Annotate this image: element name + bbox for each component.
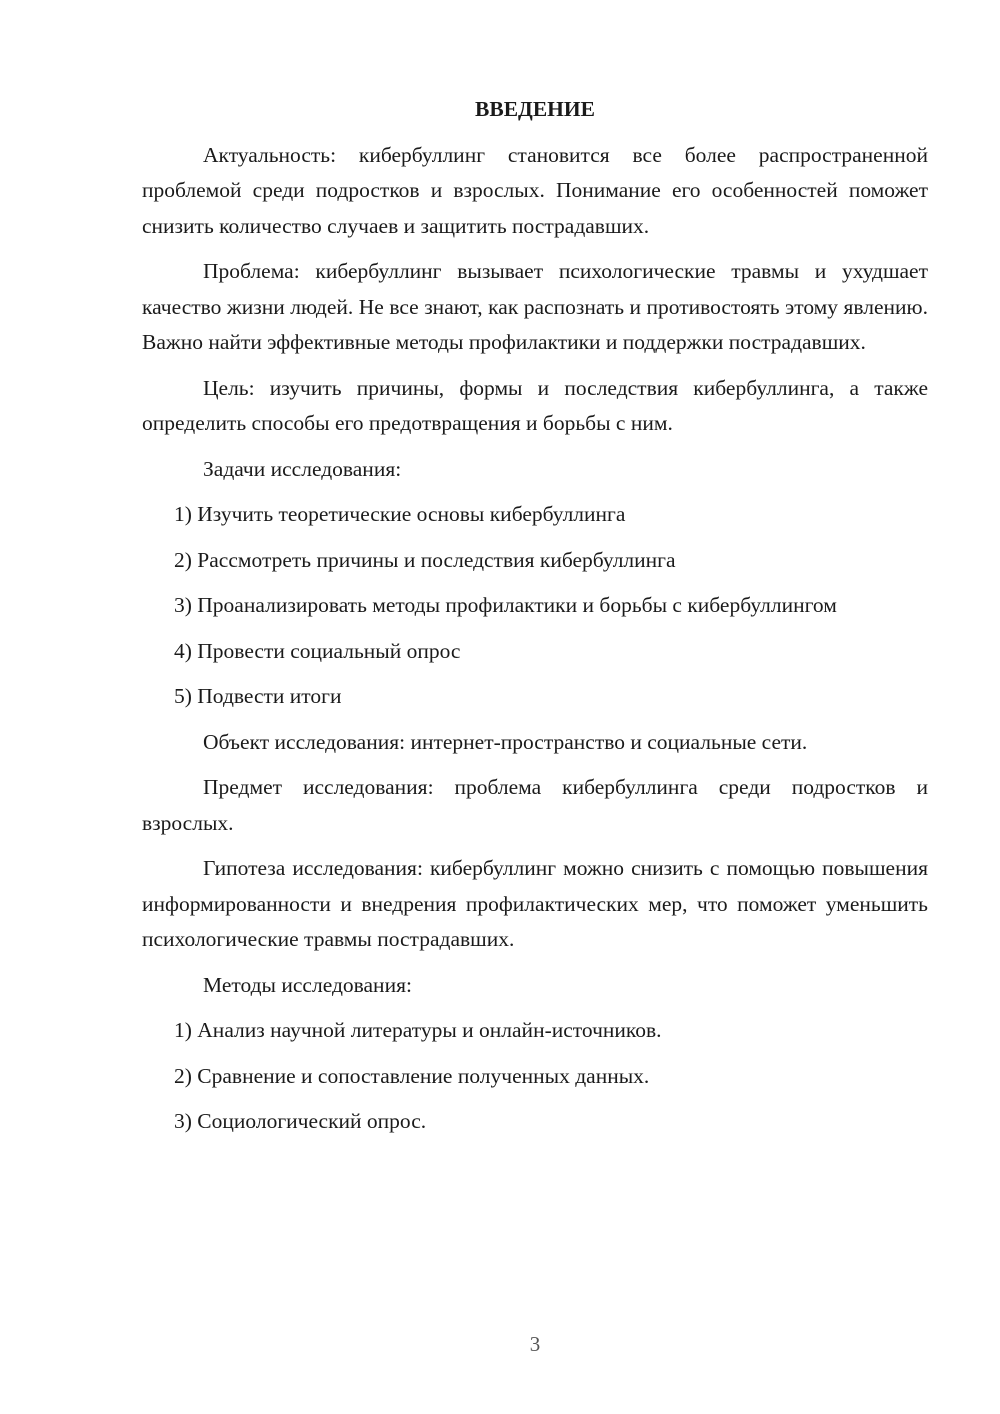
section-title: ВВЕДЕНИЕ: [475, 97, 595, 121]
goal-paragraph: Цель: изучить причины, формы и последствия кибербуллинга, а также определить способы его предотвращения и борьбы с ним.: [142, 375, 928, 435]
task-item-3: 3) Проанализировать методы профилактики и борьбы с кибербуллингом: [174, 593, 837, 617]
method-item-1: 1) Анализ научной литературы и онлайн-источников.: [174, 1018, 662, 1042]
task-item-2: 2) Рассмотреть причины и последствия кибербуллинга: [174, 547, 676, 572]
object-paragraph: Объект исследования: интернет-пространство и социальные сети.: [203, 729, 808, 754]
tasks-heading: Задачи исследования:: [203, 456, 402, 481]
document-page: [142, 92, 928, 1150]
task-item-4: 4) Провести социальный опрос: [174, 638, 461, 663]
hypothesis-paragraph: Гипотеза исследования: кибербуллинг можно снизить с помощью повышения информированности и внедрения профилактических мер, что поможет уменьшить психологические травмы пострадавших.: [142, 856, 928, 951]
task-item-1: 1) Изучить теоретические основы кибербуллинга: [174, 502, 626, 526]
relevance-paragraph: Актуальность: кибербуллинг становится все более распространенной проблемой среди подростков и взрослых. Понимание его особенностей поможет снизить количество случаев и защитить пострадавших.: [142, 142, 928, 238]
method-item-2: 2) Сравнение и сопоставление полученных данных.: [174, 1063, 650, 1088]
method-item-3: 3) Социологический опрос.: [174, 1109, 427, 1133]
subject-paragraph: Предмет исследования: проблема кибербуллинга среди подростков и взрослых.: [142, 775, 928, 835]
page-number: 3: [529, 1332, 541, 1356]
task-item-5: 5) Подвести итоги: [174, 684, 342, 708]
problem-paragraph: Проблема: кибербуллинг вызывает психологические травмы и ухудшает качество жизни людей. Не все знают, как распознать и противостоять этому явлению. Важно найти эффективные методы профилактики и поддержки пострадавших.: [142, 259, 928, 354]
methods-heading: Методы исследования:: [203, 972, 412, 997]
